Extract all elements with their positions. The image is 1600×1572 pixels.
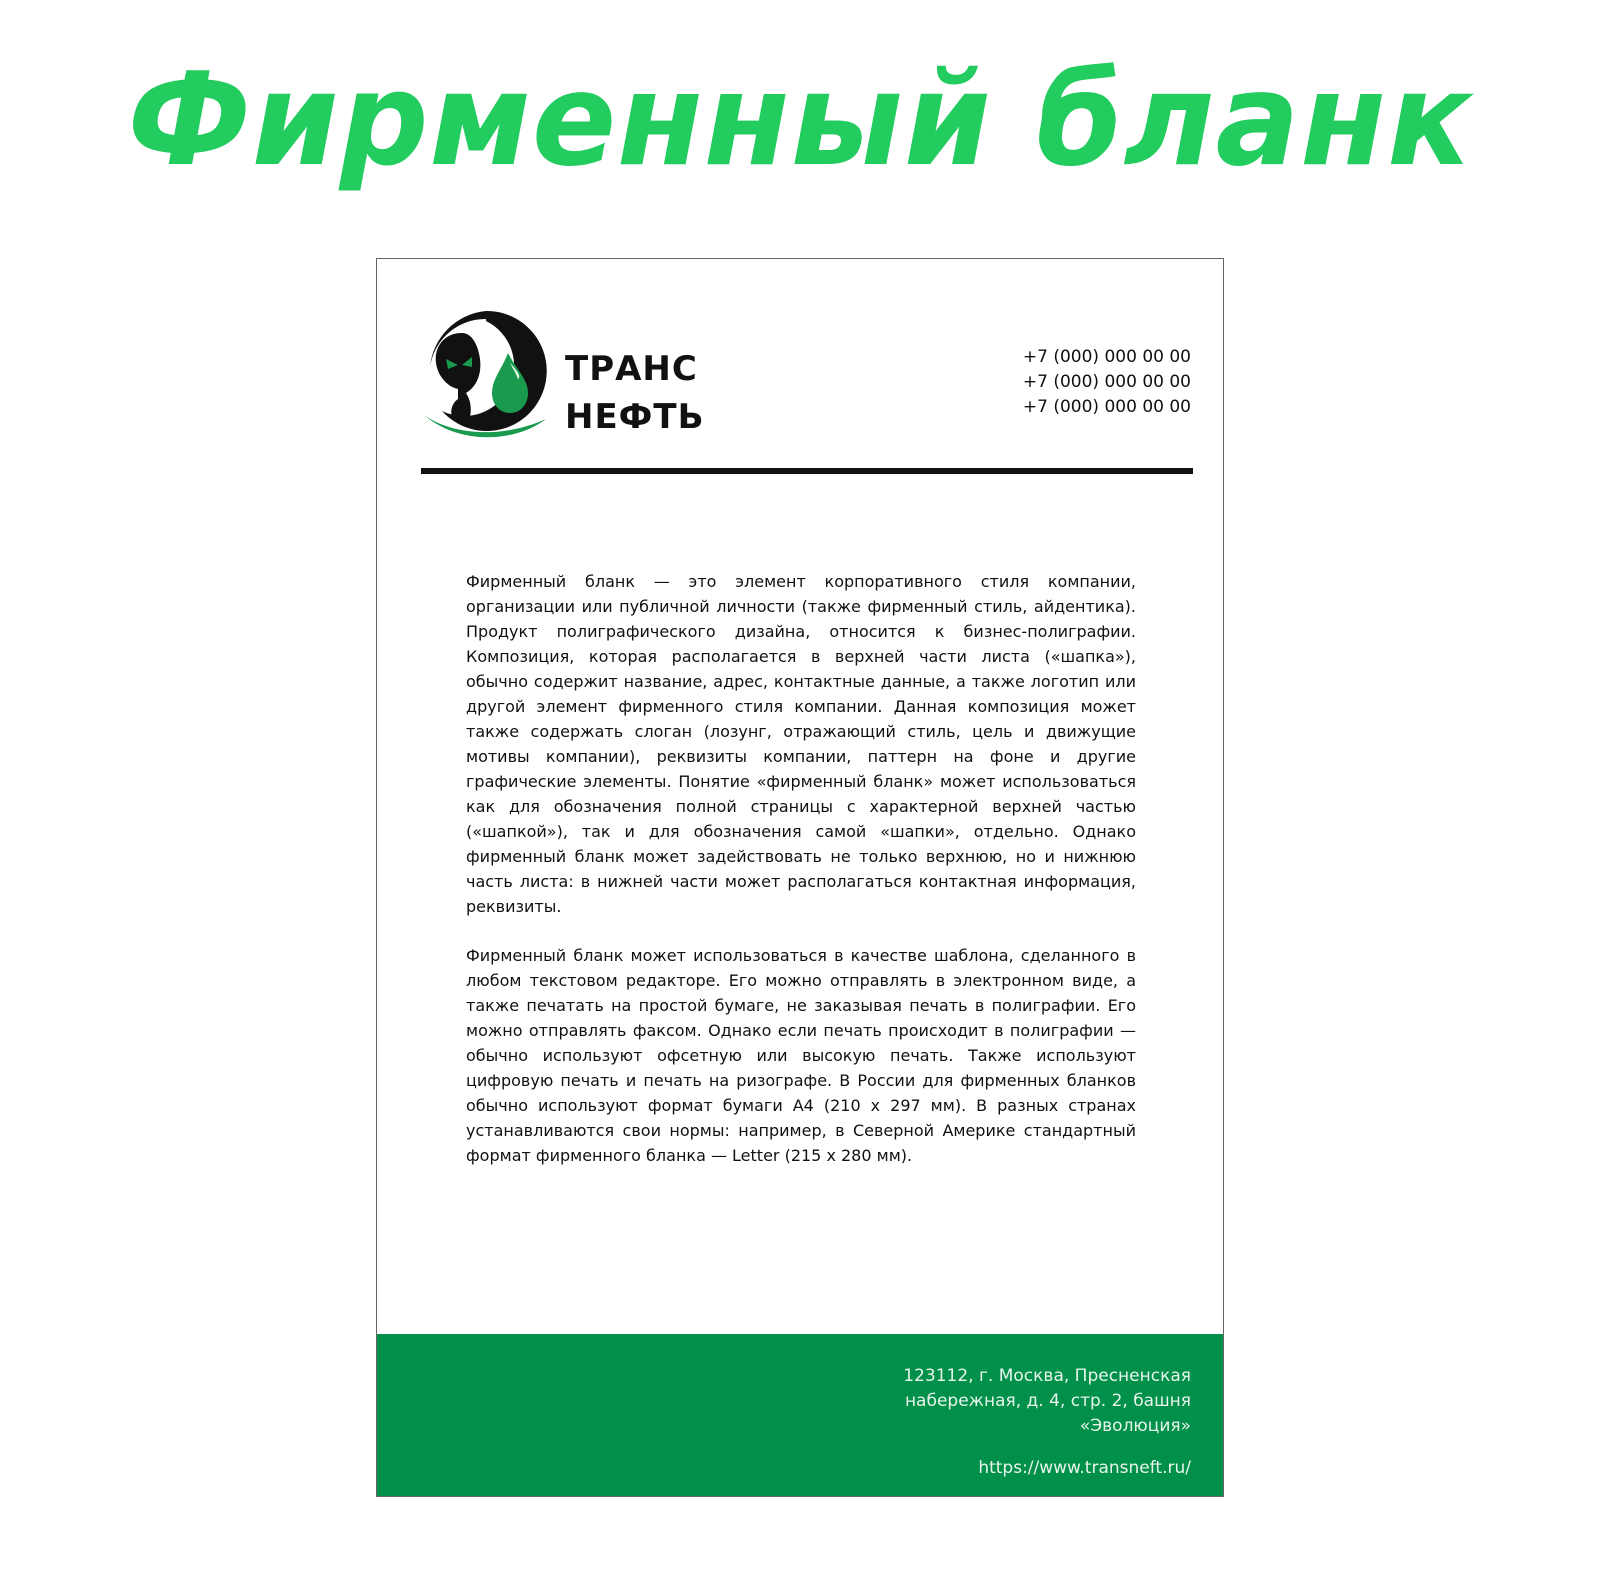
- footer-url[interactable]: https://www.transneft.ru/: [978, 1458, 1191, 1478]
- brand-name-line2: НЕФТЬ: [565, 397, 705, 437]
- phone-number: +7 (000) 000 00 00: [1022, 372, 1191, 392]
- phone-number: +7 (000) 000 00 00: [1022, 347, 1191, 367]
- brand-name: [565, 345, 705, 441]
- transneft-logo-icon: [422, 307, 550, 447]
- footer-band: [377, 1334, 1223, 1497]
- footer-address: 123112, г. Москва, Пресненская набережная, д. 4, стр. 2, башня «Эволюция»: [903, 1366, 1191, 1436]
- brand-name-line1: ТРАНС: [565, 349, 698, 389]
- body-paragraph: Фирменный бланк — это элемент корпоративного стиля компании, организации или публичной личности (также фирменный стиль, айдентика). Продукт полиграфического дизайна, относится к бизнес-полиграфии. Композиция, которая располагается в верхней части листа («шапка»), обычно содержит название, адрес, контактные данные, а также логотип или другой элемент фирменного стиля компании. Данная композиция может также содержать слоган (лозунг, отражающий стиль, цель и движущие мотивы компании), реквизиты компании, паттерн на фоне и другие графические элементы. Понятие «фирменный бланк» может использоваться как для обозначения полной страницы с характерной верхней частью («шапкой»), так и для обозначения самой «шапки», отдельно. Однако фирменный бланк может задействовать не только верхнюю, но и нижнюю часть листа: в нижней части может располагаться контактная информация, реквизиты.: [466, 572, 1136, 916]
- header-divider: [421, 468, 1193, 474]
- phone-list: [1023, 345, 1191, 420]
- letterhead-sheet: [376, 258, 1224, 1497]
- page-title: Фирменный бланк: [127, 46, 1473, 195]
- letter-body: [466, 569, 1136, 1192]
- phone-number: +7 (000) 000 00 00: [1022, 397, 1191, 417]
- body-paragraph: Фирменный бланк может использоваться в качестве шаблона, сделанного в любом текстовом редакторе. Его можно отправлять в электронном виде, а также печатать на простой бумаге, не заказывая печать в полиграфии. Его можно отправлять факсом. Однако если печать происходит в полиграфии — обычно используют офсетную или высокую печать. Также используют цифровую печать и печать на ризографе. В России для фирменных бланков обычно используют формат бумаги А4 (210 x 297 мм). В разных странах устанавливаются свои нормы: например, в Северной Америке стандартный формат фирменного бланка — Letter (215 x 280 мм).: [466, 946, 1136, 1165]
